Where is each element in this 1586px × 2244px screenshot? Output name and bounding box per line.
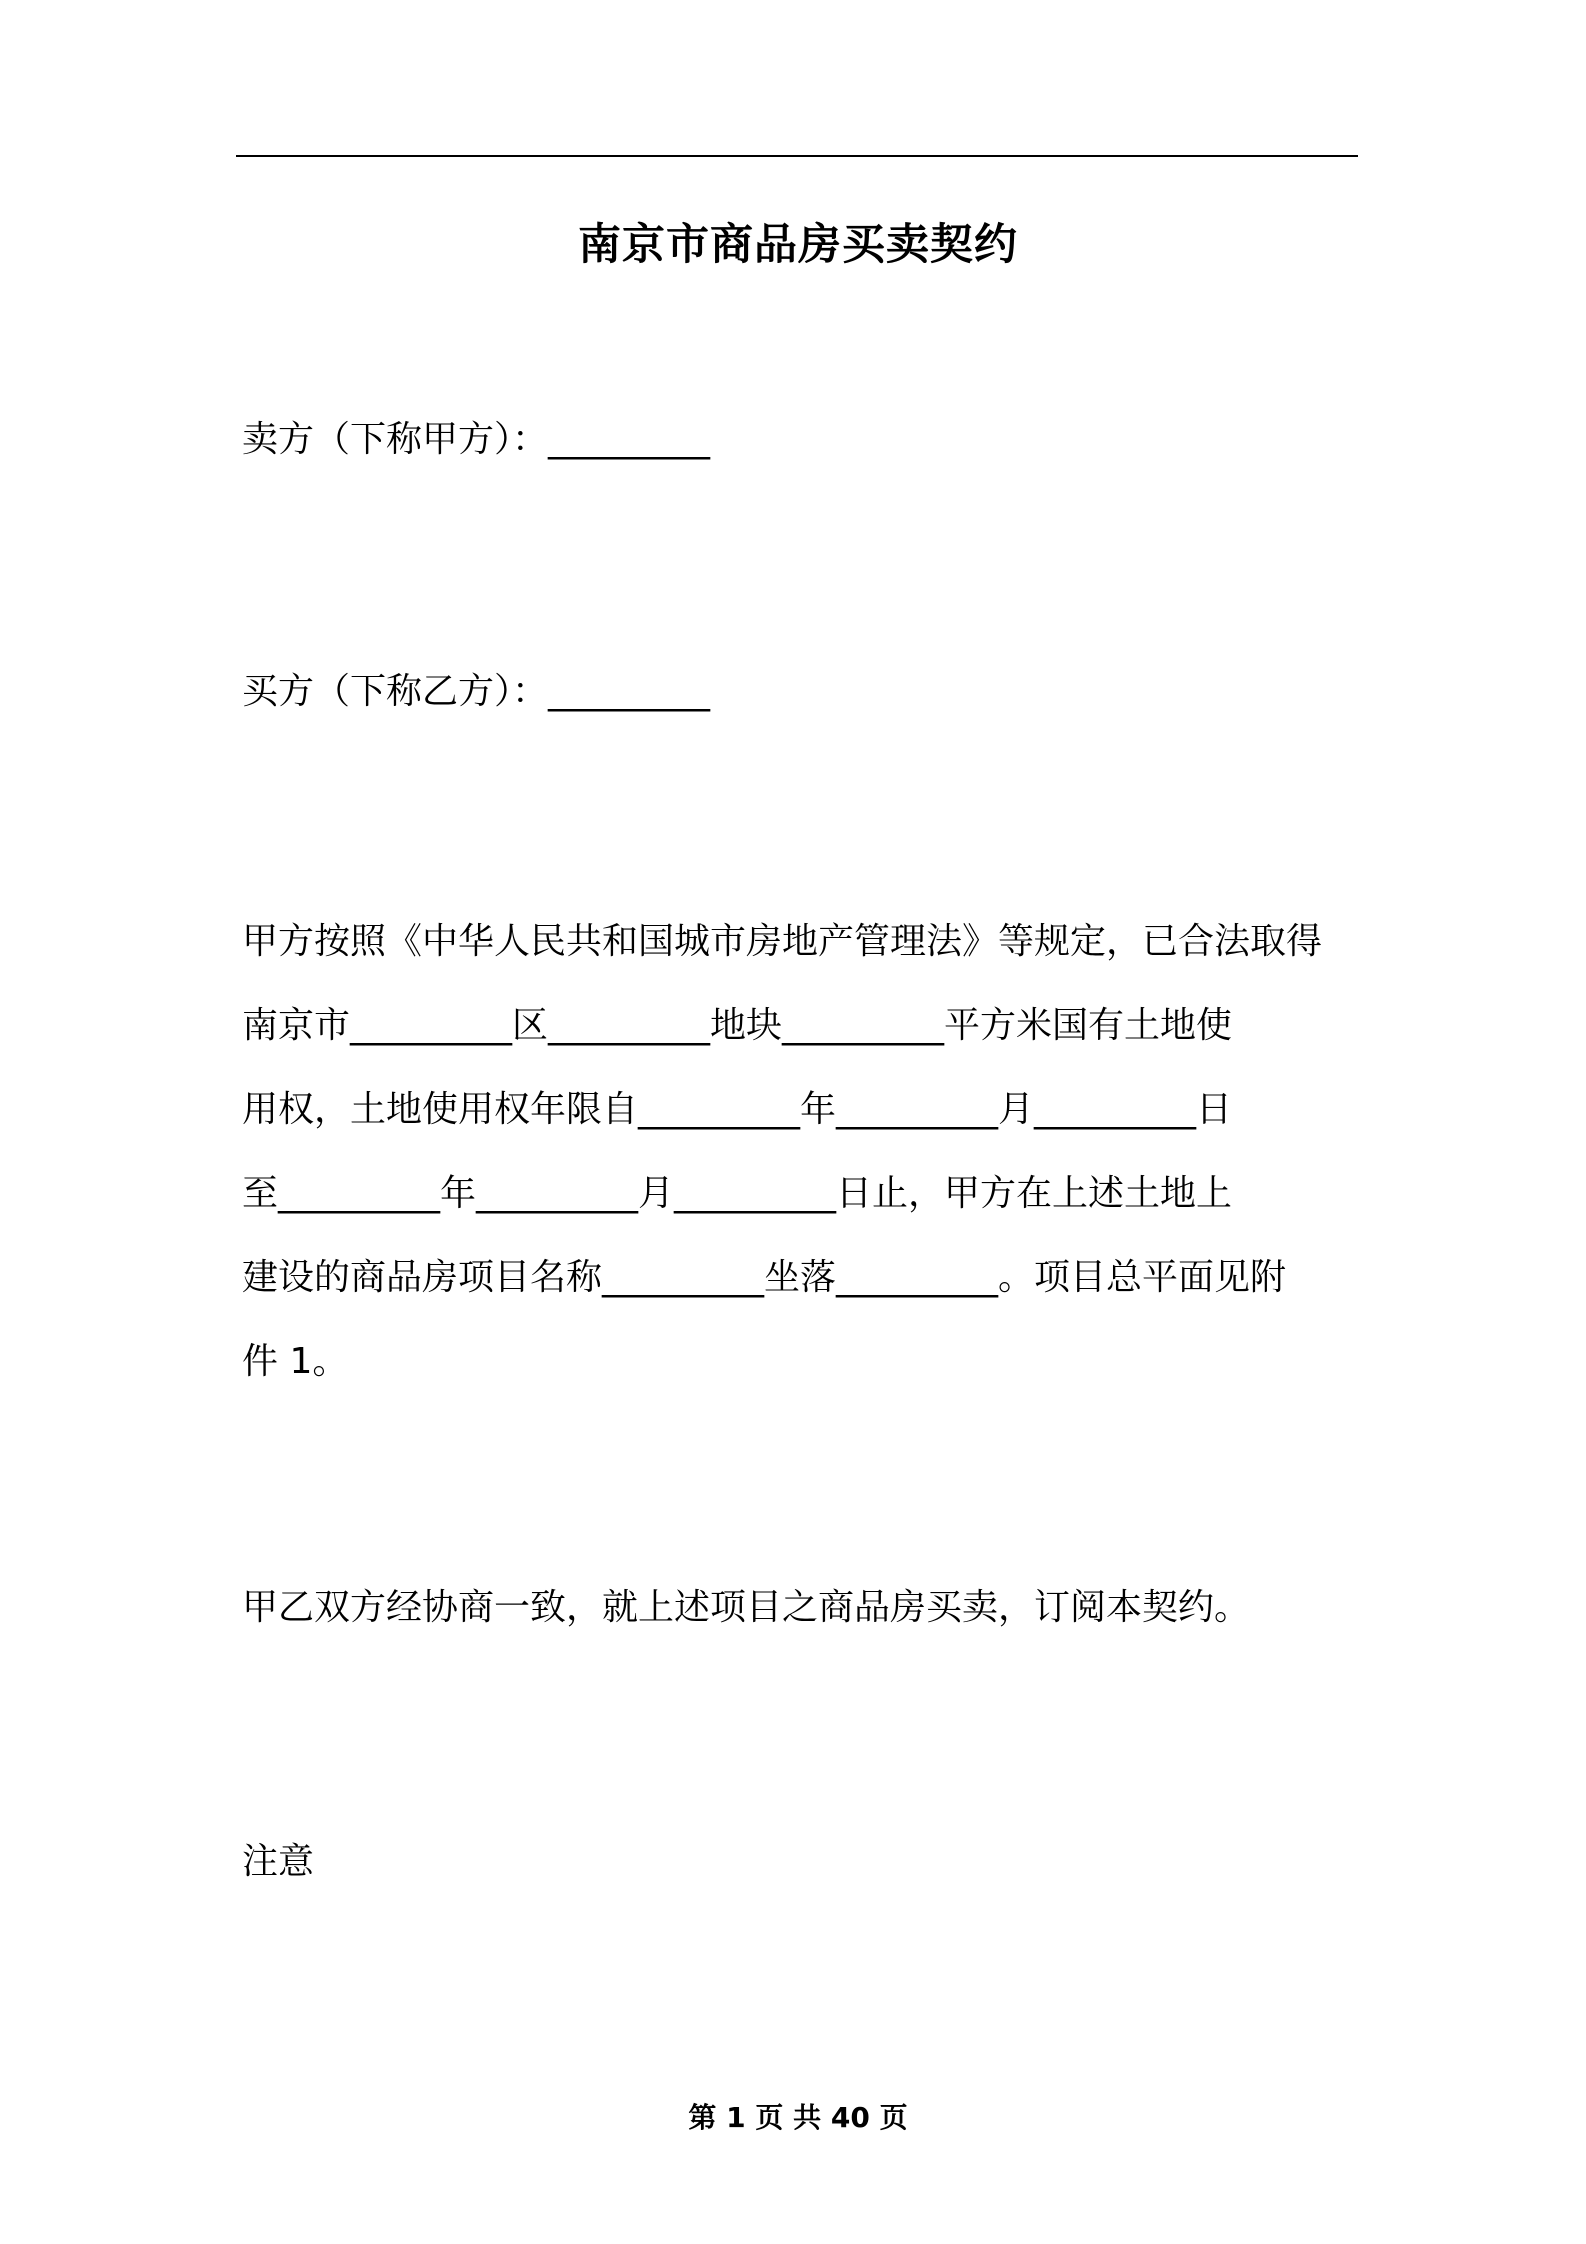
recital-line-3: 用权，土地使用权年限自_________年_________月_________日 <box>242 1089 1233 1130</box>
notice-heading: 注意 <box>242 1841 315 1882</box>
recital-line-1: 甲方按照《中华人民共和国城市房地产管理法》等规定，已合法取得 <box>242 921 1323 962</box>
agreement-line: 甲乙双方经协商一致，就上述项目之商品房买卖，订阅本契约。 <box>242 1587 1251 1628</box>
recital-line-5: 建设的商品房项目名称_________坐落_________。项目总平面见附 <box>242 1257 1287 1298</box>
seller-line: 卖方（下称甲方）：_________ <box>242 419 711 460</box>
buyer-line: 买方（下称乙方）：_________ <box>242 671 711 712</box>
recital-line-4: 至_________年_________月_________日止，甲方在上述土地上 <box>242 1173 1233 1214</box>
header-rule <box>236 155 1358 157</box>
recital-paragraph <box>242 900 1362 1404</box>
recital-line-2: 南京市_________区_________地块_________平方米国有土地使 <box>242 1005 1233 1046</box>
document-title: 南京市商品房买卖契约 <box>578 220 1018 270</box>
recital-line-6: 件 1。 <box>242 1341 349 1382</box>
page-indicator: 第 1 页 共 40 页 <box>688 2101 908 2134</box>
